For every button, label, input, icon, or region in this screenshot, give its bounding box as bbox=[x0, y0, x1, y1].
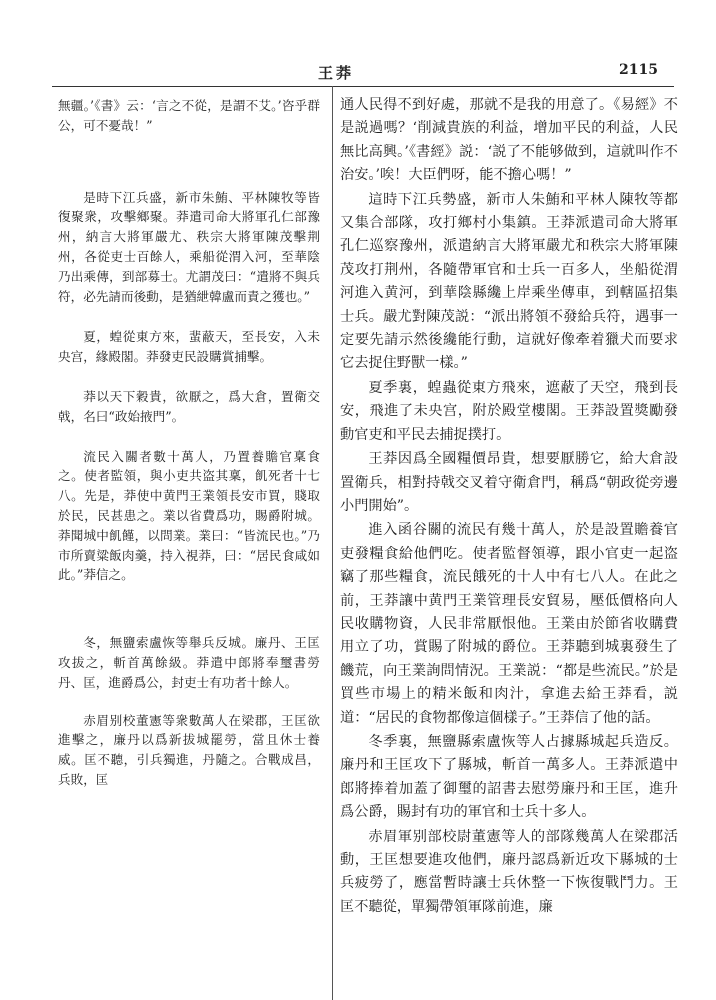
translation-paragraph: 這時下江兵勢盛，新市人朱鮪和平林人陳牧等都又集合部隊，攻打鄉村小集鎮。王莽派遣司命大將軍孔仁巡察豫州，派遣納言大將軍嚴尤和秩宗大將軍陳茂攻打荆州，各隨帶軍官和士兵一百多人，坐船從渭河進入黄河，到華陰縣纔上岸乘坐傳車，到轄區招集士兵。嚴尤對陳茂説：“派出將領不發給兵符，遇事一定要先請示然後纔能行動，這就好像牽着獵犬而要求它去捉住野獸一樣。” bbox=[340, 191, 678, 372]
classical-paragraph: 赤眉别校董憲等衆數萬人在梁郡，王匡欲進擊之，廉丹以爲新拔城罷勞，當且休士養威。匡不聽，引兵獨進，丹隨之。合戰成昌，兵敗，匡 bbox=[58, 712, 320, 787]
classical-paragraph: 無疆。’《書》云：‘言之不從，是謂不艾。’咨乎群公，可不憂哉！” bbox=[58, 98, 320, 133]
running-header-title: 王莽 bbox=[318, 64, 355, 82]
translation-paragraph: 夏季裏，蝗蟲從東方飛來，遮蔽了天空，飛到長安，飛進了未央宫，附於殿堂樓閣。王莽設置獎勵發動官吏和平民去捕捉撲打。 bbox=[340, 379, 678, 443]
translation-paragraph: 通人民得不到好處，那就不是我的用意了。《易經》不是説過嗎？‘削減貴族的利益，增加平民的利益，人民無比高興。’《書經》説：‘説了不能够做到，這就叫作不治安。’唉！大臣們呀，能不擔心嗎！” bbox=[340, 97, 678, 184]
translation-paragraph: 冬季裏，無鹽縣索盧恢等人占據縣城起兵造反。廉丹和王匡攻下了縣城，斬首一萬多人。王莽派遣中郎將捧着加蓋了御璽的詔書去慰勞廉丹和王匡，進升爲公爵，賜封有功的軍官和士兵十多人。 bbox=[340, 733, 678, 821]
classical-paragraph: 冬，無鹽索盧恢等舉兵反城。廉丹、王匡攻拔之，斬首萬餘級。莽遣中郎將奉璽書勞丹、匡，進爵爲公，封吏士有功者十餘人。 bbox=[58, 635, 320, 690]
translation-paragraph: 進入函谷關的流民有幾十萬人，於是設置贍養官吏發糧食給他們吃。使者監督領導，跟小官吏一起盗竊了那些糧食，流民餓死的十人中有七八人。在此之前，王莽讓中黄門王業管理長安貿易，壓低價格向人民收購物資，人民非常厭恨他。王業由於節省收購費用立了功，賞賜了附城的爵位。王莽聽到城裏發生了饑荒，向王業詢問情況。王業説：“都是些流民。”於是買些市場上的精米飯和肉汁，拿進去給王莽看，説道：“居民的食物都像這個樣子。”王莽信了他的話。 bbox=[340, 522, 678, 726]
translation-paragraph: 王莽因爲全國糧價昂貴，想要厭勝它，給大倉設置衛兵，相對持戟交叉着守衛倉門，稱爲“朝政從旁邊小門開始”。 bbox=[340, 451, 678, 514]
classical-paragraph: 莽以天下穀貴，欲厭之，爲大倉，置衛交戟，名曰“政始掖門”。 bbox=[58, 388, 320, 424]
header-rule bbox=[52, 86, 674, 87]
column-divider bbox=[332, 86, 333, 1000]
classical-paragraph: 夏，蝗從東方來，蜚蔽天，至長安，入未央宫，緣殿閣。莽發吏民設購賞捕擊。 bbox=[58, 329, 320, 365]
translation-paragraph: 赤眉軍别部校尉董憲等人的部隊幾萬人在梁郡活動，王匡想要進攻他們，廉丹認爲新近攻下縣城的士兵疲勞了，應當暫時讓士兵休整一下恢復戰鬥力。王匡不聽從，單獨帶領軍隊前進，廉 bbox=[340, 828, 678, 915]
classical-paragraph: 是時下江兵盛，新市朱鮪、平林陳牧等皆復聚衆，攻擊鄉聚。莽遣司命大將軍孔仁部豫州，納言大將軍嚴尤、秩宗大將軍陳茂擊荆州，各從吏士百餘人，乘船從渭入河，至華陰乃出乘傳，到部募士。尤謂茂曰：“遣將不與兵符，必先請而後動，是猶紲韓盧而責之獲也。” bbox=[58, 189, 320, 304]
translation-column bbox=[340, 94, 678, 920]
page-number: 2115 bbox=[619, 62, 658, 78]
classical-text-column bbox=[58, 96, 320, 790]
classical-paragraph: 流民入關者數十萬人，乃置養贍官稟食之。使者監領，與小吏共盗其稟，飢死者十七八。先是，莽使中黄門王業領長安市買，賤取於民，民甚患之。業以省費爲功，賜爵附城。莽聞城中飢饉，以問業。業曰：“皆流民也。”乃市所賣粱飯肉羹，持入視莽，曰：“居民食咸如此。”莽信之。 bbox=[58, 448, 320, 583]
